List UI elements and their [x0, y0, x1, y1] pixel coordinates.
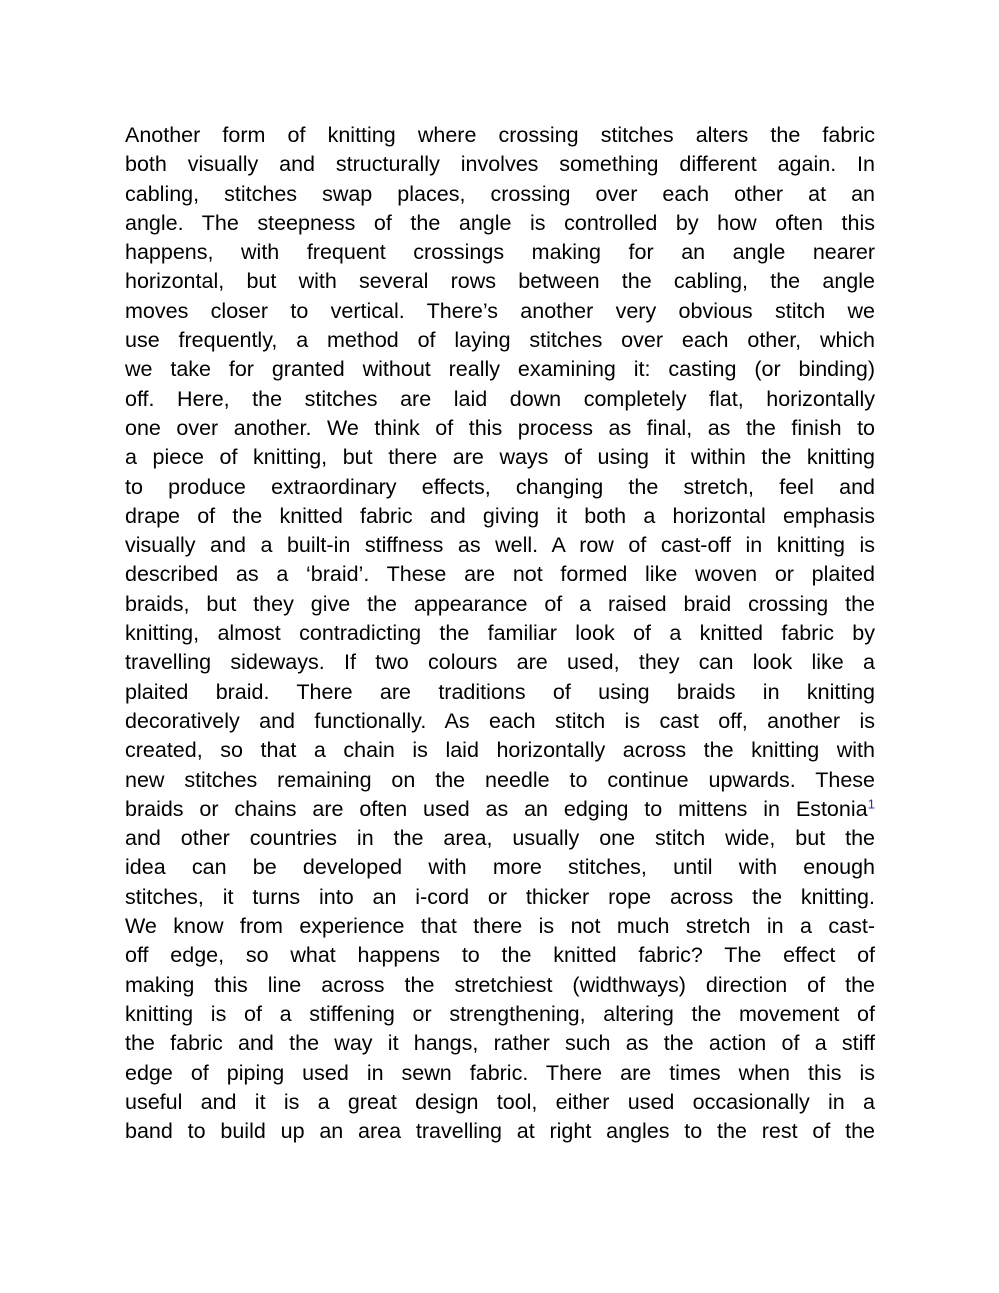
paragraph-line: plaited braid. There are traditions of using braids in knitting: [125, 679, 875, 704]
paragraph-line: visually and a built-in stiffness as well. A row of cast-off in knitting is: [125, 533, 875, 558]
paragraph-line: a piece of knitting, but there are ways of using it within the knitting: [125, 445, 875, 470]
paragraph-line: the fabric and the way it hangs, rather such as the action of a stiff: [125, 1031, 875, 1056]
paragraph-line: making this line across the stretchiest (widthways) direction of the: [125, 972, 875, 997]
paragraph-line: useful and it is a great design tool, either used occasionally in a: [125, 1089, 875, 1114]
paragraph-line: We know from experience that there is not much stretch in a cast-: [125, 914, 875, 939]
paragraph-line: edge of piping used in sewn fabric. There are times when this is: [125, 1060, 875, 1085]
paragraph-line: new stitches remaining on the needle to continue upwards. These: [125, 767, 875, 792]
paragraph-line: knitting is of a stiffening or strengthening, altering the movement of: [125, 1001, 875, 1026]
paragraph-line: one over another. We think of this process as final, as the finish to: [125, 415, 875, 440]
paragraph-line: use frequently, a method of laying stitches over each other, which: [125, 328, 875, 353]
paragraph-line: knitting, almost contradicting the familiar look of a knitted fabric by: [125, 621, 875, 646]
paragraph-line: moves closer to vertical. There’s another very obvious stitch we: [125, 298, 875, 323]
paragraph-line: to produce extraordinary effects, changing the stretch, feel and: [125, 474, 875, 499]
paragraph-line: off edge, so what happens to the knitted fabric? The effect of: [125, 943, 875, 968]
paragraph-line: off. Here, the stitches are laid down completely flat, horizontally: [125, 386, 875, 411]
paragraph-line: Another form of knitting where crossing stitches alters the fabric: [125, 123, 875, 147]
paragraph-line: described as a ‘braid’. These are not formed like woven or plaited: [125, 562, 875, 587]
paragraph-line: we take for granted without really examining it: casting (or binding): [125, 357, 875, 382]
paragraph-line: braids, but they give the appearance of a raised braid crossing the: [125, 591, 875, 616]
paragraph-line: angle. The steepness of the angle is controlled by how often this: [125, 210, 875, 235]
paragraph-line: stitches, it turns into an i-cord or thicker rope across the knitting.: [125, 884, 875, 909]
paragraph-line: braids or chains are often used as an edging to mittens in Estonia$^1$: [125, 796, 875, 821]
paragraph-line: drape of the knitted fabric and giving it both a horizontal emphasis: [125, 503, 875, 528]
paragraph-line: band to build up an area travelling at right angles to the rest of the: [125, 1119, 875, 1144]
paragraph-line: idea can be developed with more stitches, until with enough: [125, 855, 875, 880]
paragraph-line: horizontal, but with several rows between the cabling, the angle: [125, 269, 875, 294]
paragraph-line: cabling, stitches swap places, crossing over each other at an: [125, 181, 875, 206]
paragraph-line: both visually and structurally involves something different again. In: [125, 152, 875, 177]
paragraph-line: happens, with frequent crossings making for an angle nearer: [125, 240, 875, 265]
paragraph-line: travelling sideways. If two colours are used, they can look like a: [125, 650, 875, 675]
body-paragraph: [125, 121, 875, 1146]
paragraph-line: created, so that a chain is laid horizontally across the knitting with: [125, 738, 875, 763]
footnote-reference[interactable]: 1: [867, 796, 875, 812]
paragraph-line: and other countries in the area, usually one stitch wide, but the: [125, 826, 875, 851]
paragraph-line: decoratively and functionally. As each stitch is cast off, another is: [125, 708, 875, 733]
